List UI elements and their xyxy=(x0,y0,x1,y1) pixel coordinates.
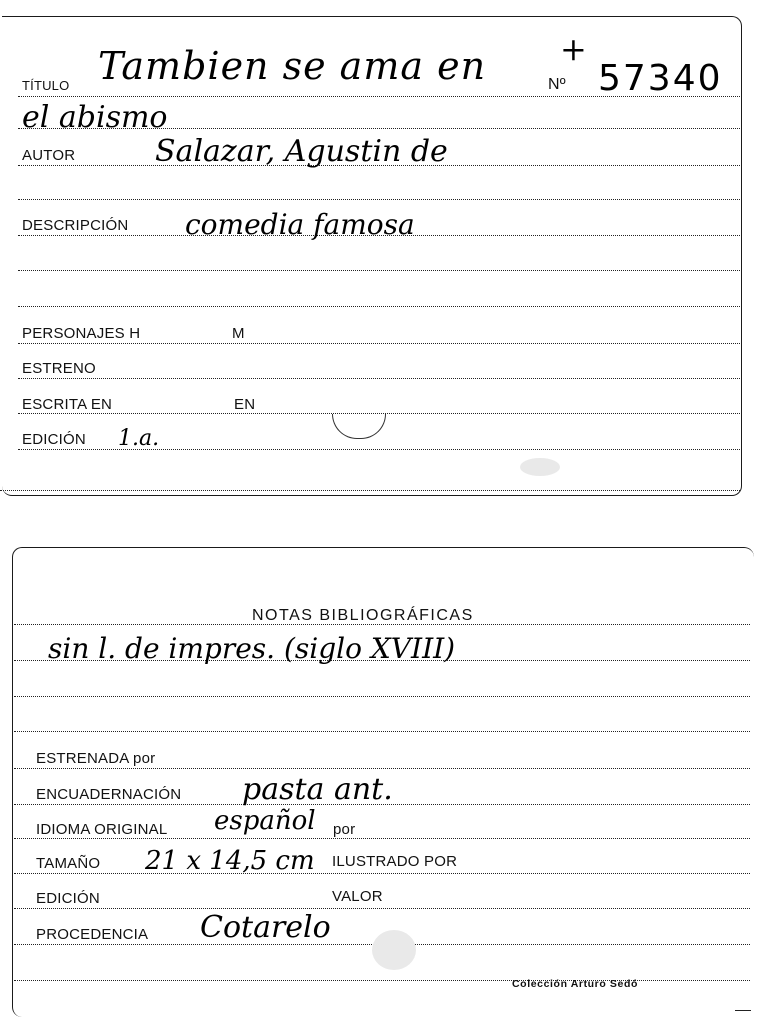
handwritten-titulo: Tambien se ama en xyxy=(98,44,487,88)
handwritten-descripcion: comedia famosa xyxy=(185,208,415,241)
rule-notas-4 xyxy=(14,731,750,732)
rule-between-cards xyxy=(0,490,740,491)
rule-descripcion-2 xyxy=(18,270,740,271)
handwritten-procedencia: Cotarelo xyxy=(200,910,331,945)
label-idioma-original: IDIOMA ORIGINAL xyxy=(36,821,168,838)
label-en: EN xyxy=(234,396,256,413)
rule-descripcion-3 xyxy=(18,306,740,307)
label-edicion: EDICIÓN xyxy=(22,431,86,448)
collection-credit: Colección Arturo Sedó xyxy=(512,978,638,990)
label-procedencia: PROCEDENCIA xyxy=(36,926,149,943)
handwritten-cross: + xyxy=(560,30,587,68)
handwritten-titulo-line2: el abismo xyxy=(22,100,168,135)
label-ilustrado-por: ILUSTRADO POR xyxy=(332,853,458,870)
label-por: por xyxy=(333,821,356,838)
notas-heading: NOTAS BIBLIOGRÁFICAS xyxy=(252,607,474,624)
label-edicion-2: EDICIÓN xyxy=(36,890,100,907)
label-encuadernacion: ENCUADERNACIÓN xyxy=(36,786,182,803)
handwritten-numero: 57340 xyxy=(598,58,723,99)
label-escrita-en: ESCRITA EN xyxy=(22,396,113,413)
rule-bottom xyxy=(14,980,750,981)
rule-personajes xyxy=(18,343,740,344)
label-numero: Nº xyxy=(548,76,566,93)
rule-edicion-2 xyxy=(14,908,750,909)
label-valor: VALOR xyxy=(332,888,383,905)
rule-idioma xyxy=(14,838,750,839)
rule-estreno xyxy=(18,378,740,379)
handwritten-tamano: 21 x 14,5 cm xyxy=(145,846,315,876)
smudge-mark xyxy=(520,458,560,476)
handwritten-edicion: 1.a. xyxy=(118,426,160,451)
smudge-mark-2 xyxy=(372,930,416,970)
label-tamano: TAMAÑO xyxy=(36,855,101,872)
handwritten-idioma: español xyxy=(214,806,316,836)
label-titulo: TÍTULO xyxy=(22,78,70,93)
handwritten-autor: Salazar, Agustin de xyxy=(155,134,448,169)
label-autor: AUTOR xyxy=(22,147,76,164)
rule-tamano xyxy=(14,873,750,874)
label-personajes-h: PERSONAJES H xyxy=(22,325,141,342)
corner-dash xyxy=(735,1010,751,1011)
label-personajes-m: M xyxy=(232,325,245,342)
rule-notas-3 xyxy=(14,696,750,697)
handwritten-notas: sin l. de impres. (siglo XVIII) xyxy=(48,632,456,665)
handwritten-encuadernacion: pasta ant. xyxy=(242,772,393,807)
rule-estrenada xyxy=(14,768,750,769)
label-estreno: ESTRENO xyxy=(22,360,96,377)
label-estrenada-por: ESTRENADA por xyxy=(36,750,156,767)
label-descripcion: DESCRIPCIÓN xyxy=(22,217,129,234)
rule-autor-2 xyxy=(18,199,740,200)
